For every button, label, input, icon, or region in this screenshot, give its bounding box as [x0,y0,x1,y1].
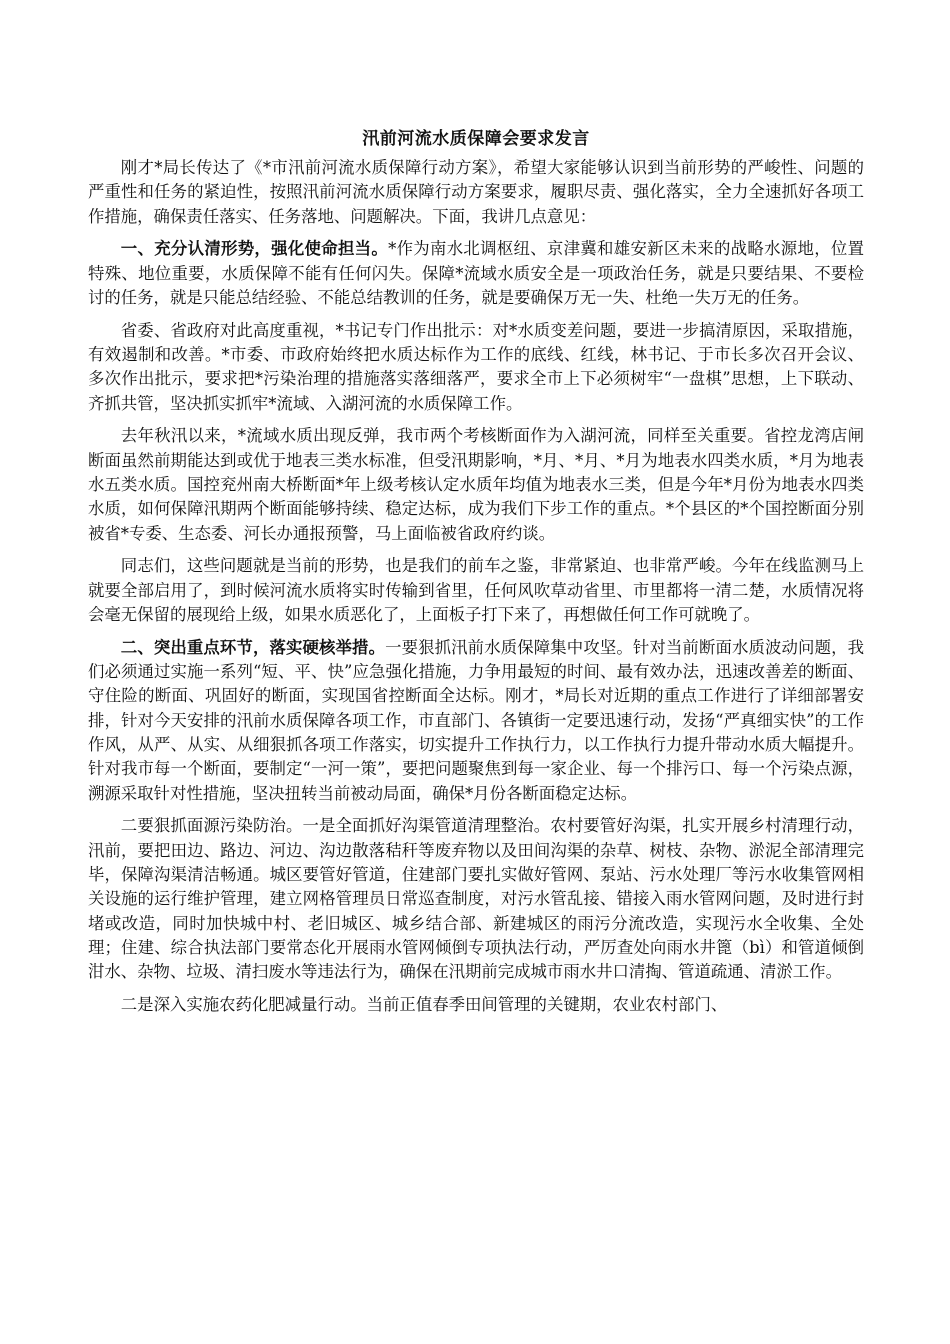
document-title: 汛前河流水质保障会要求发言 [362,129,590,149]
paragraph-autumn-flood [88,424,864,545]
paragraph-text: 一要狠抓汛前水质保障集中攻坚。针对当前断面水质波动问题，我们必须通过实施一系列“短、平、快”应急强化措施，力争用最短的时间、最有效办法，迅速改善差的断面、守住险的断面、巩固好的断面，实现国省控断面全达标。刚才，*局长对近期的重点工作进行了详细部署安排，针对今天安排的汛前水质保障各项工作，市直部门、各镇街一定要迅速行动，发扬“严真细实快”的工作作风，从严、从实、从细狠抓各项工作落实，切实提升工作执行力，以工作执行力提升带动水质大幅提升。针对我市每一个断面，要制定“一河一策”，要把问题聚焦到每一家企业、每一个排污口、每一个污染点源，溯源采取针对性措施，坚决扭转当前被动局面，确保*月份各断面稳定达标。 [88,637,864,803]
document-page [88,126,864,1026]
section-heading: 一、充分认清形势，强化使命担当。 [120,239,389,259]
paragraph-text: *作为南水北调枢纽、京津冀和雄安新区未来的战略水源地，位置特殊、地位重要，水质保障不能有任何闪失。保障*流域水质安全是一项政治任务，就是只要结果、不要检讨的任务，就是只能总结经验、不能总结教训的任务，就是要确保万无一失、杜绝一失万无的任务。 [88,239,864,307]
paragraph-text: 去年秋汛以来，*流域水质出现反弹，我市两个考核断面作为入湖河流，同样至关重要。省控龙湾店闸断面虽然前期能达到或优于地表三类水标准，但受汛期影响，*月、*月、*月为地表水四类水质，*月为地表水五类水质。国控兖州南大桥断面*年上级考核认定水质年均值为地表水三类，但是今年*月份为地表水四类水质，如何保障汛期两个断面能够持续、稳定达标，成为我们下步工作的重点。*个县区的*个国控断面分别被省*专委、生态委、河长办通报预警，马上面临被省政府约谈。 [88,426,864,543]
paragraph-comrades [88,554,864,627]
paragraph-provincial [88,319,864,416]
paragraph-text: 同志们，这些问题就是当前的形势，也是我们的前车之鉴，非常紧迫、也非常严峻。今年在线监测马上就要全部启用了，到时候河流水质将实时传输到省里，任何风吹草动省里、市里都将一清二楚，水质情况将会毫无保留的展现给上级，如果水质恶化了，上面板子打下来了，再想做任何工作可就晚了。 [88,556,864,625]
paragraph-text: 刚才*局长传达了《*市汛前河流水质保障行动方案》，希望大家能够认识到当前形势的严峻性、问题的严重性和任务的紧迫性，按照汛前河流水质保障行动方案要求，履职尽责、强化落实，全力全速抓好各项工作措施，确保责任落实、任务落地、问题解决。下面，我讲几点意见： [88,158,864,226]
paragraph-section-two [88,636,864,806]
paragraph-fertilizer-reduction [88,993,864,1017]
paragraph-text: 省委、省政府对此高度重视，*书记专门作出批示：对*水质变差问题，要进一步搞清原因，采取措施，有效遏制和改善。*市委、市政府始终把水质达标作为工作的底线、红线，林书记、于市长多次召开会议、多次作出批示，要求把*污染治理的措施落实落细落严，要求全市上下必须树牢“一盘棋”思想，上下联动、齐抓共管，坚决抓实抓牢*流域、入湖河流的水质保障工作。 [88,320,864,413]
section-heading: 二、突出重点环节，落实硬核举措。 [120,637,386,657]
paragraph-nonpoint-pollution [88,814,864,984]
paragraph-intro [88,156,864,229]
paragraph-section-one [88,237,864,310]
paragraph-text: 二是深入实施农药化肥减量行动。当前正值春季田间管理的关键期，农业农村部门、 [120,995,728,1014]
paragraph-text: 二要狠抓面源污染防治。一是全面抓好沟渠管道清理整治。农村要管好沟渠，扎实开展乡村清理行动，汛前，要把田边、路边、河边、沟边散落秸秆等废弃物以及田间沟渠的杂草、树枝、杂物、淤泥全部清理完毕，保障沟渠清洁畅通。城区要管好管道，住建部门要扎实做好管网、泵站、污水处理厂等污水收集管网相关设施的运行维护管理，建立网格管理员日常巡查制度，对污水管乱接、错接入雨水管网问题，及时进行封堵或改造，同时加快城中村、老旧城区、城乡结合部、新建城区的雨污分流改造，实现污水全收集、全处理；住建、综合执法部门要常态化开展雨水管网倾倒专项执法行动，严厉查处向雨水井篦（bì）和管道倾倒泔水、杂物、垃圾、清扫废水等违法行为，确保在汛期前完成城市雨水井口清掏、管道疏通、清淤工作。 [88,816,864,982]
